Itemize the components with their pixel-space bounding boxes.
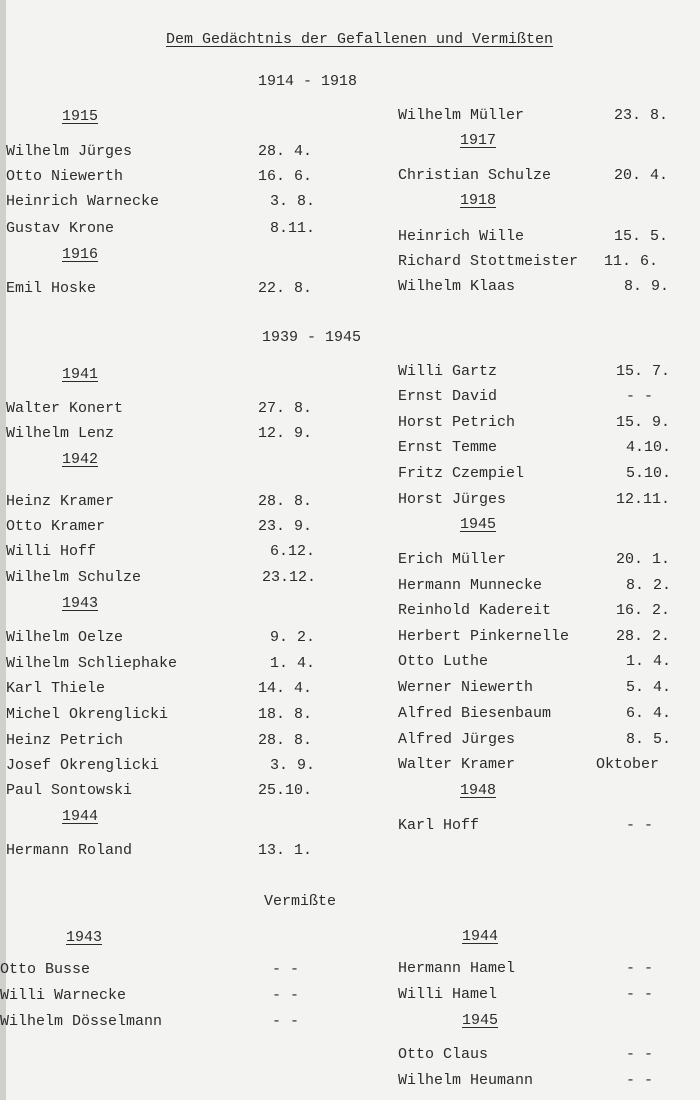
entry-date: Oktober <box>596 756 660 773</box>
entry-name: Otto Claus <box>398 1046 489 1063</box>
year-heading: 1948 <box>460 782 497 799</box>
entry-date: - - <box>626 960 654 977</box>
entry-date: 28. 4. <box>258 143 313 160</box>
entry-name: Werner Niewerth <box>398 679 534 696</box>
entry-name: Hermann Hamel <box>398 960 516 977</box>
entry-date: 8.11. <box>270 220 316 237</box>
entry-date: 16. 6. <box>258 168 313 185</box>
entry-name: Alfred Biesenbaum <box>398 705 552 722</box>
entry-date: 6.12. <box>270 543 316 560</box>
entry-date: 15. 5. <box>614 228 669 245</box>
period-heading-ww2: 1939 - 1945 <box>262 329 362 346</box>
entry-name: Karl Hoff <box>398 817 480 834</box>
entry-date: 12. 9. <box>258 425 313 442</box>
year-heading: 1944 <box>462 928 499 945</box>
entry-name: Otto Busse <box>0 961 91 978</box>
year-heading: 1942 <box>62 451 99 468</box>
entry-name: Wilhelm Oelze <box>6 629 124 646</box>
entry-name: Heinz Petrich <box>6 732 124 749</box>
year-heading: 1943 <box>66 929 103 946</box>
entry-name: Willi Gartz <box>398 363 498 380</box>
entry-date: 14. 4. <box>258 680 313 697</box>
entry-name: Gustav Krone <box>6 220 115 237</box>
entry-date: - - <box>626 1046 654 1063</box>
entry-name: Josef Okrenglicki <box>6 757 160 774</box>
entry-date: 13. 1. <box>258 842 313 859</box>
entry-date: 22. 8. <box>258 280 313 297</box>
entry-name: Wilhelm Dösselmann <box>0 1013 163 1030</box>
entry-date: 11. 6. <box>604 253 659 270</box>
year-heading: 1944 <box>62 808 99 825</box>
year-heading: 1941 <box>62 366 99 383</box>
entry-name: Wilhelm Schulze <box>6 569 142 586</box>
entry-name: Michel Okrenglicki <box>6 706 169 723</box>
entry-date: - - <box>272 961 300 978</box>
entry-date: 6. 4. <box>626 705 672 722</box>
entry-name: Christian Schulze <box>398 167 552 184</box>
entry-name: Horst Petrich <box>398 414 516 431</box>
entry-name: Wilhelm Klaas <box>398 278 516 295</box>
entry-name: Willi Hoff <box>6 543 97 560</box>
entry-date: 28. 2. <box>616 628 671 645</box>
entry-date: 18. 8. <box>258 706 313 723</box>
entry-date: 1. 4. <box>626 653 672 670</box>
entry-name: Wilhelm Jürges <box>6 143 133 160</box>
entry-name: Wilhelm Heumann <box>398 1072 534 1089</box>
entry-name: Erich Müller <box>398 551 507 568</box>
entry-name: Otto Kramer <box>6 518 106 535</box>
entry-name: Fritz Czempiel <box>398 465 525 482</box>
entry-name: Heinz Kramer <box>6 493 115 510</box>
entry-name: Heinrich Warnecke <box>6 193 160 210</box>
year-heading: 1943 <box>62 595 99 612</box>
entry-date: 23.12. <box>262 569 317 586</box>
entry-date: 28. 8. <box>258 493 313 510</box>
year-heading: 1918 <box>460 192 497 209</box>
entry-name: Hermann Munnecke <box>398 577 543 594</box>
entry-date: 5. 4. <box>626 679 672 696</box>
year-heading: 1915 <box>62 108 99 125</box>
page-title: Dem Gedächtnis der Gefallenen und Vermißten <box>166 31 554 48</box>
entry-date: - - <box>626 388 654 405</box>
entry-name: Ernst Temme <box>398 439 498 456</box>
entry-date: - - <box>272 987 300 1004</box>
entry-date: 28. 8. <box>258 732 313 749</box>
entry-name: Walter Kramer <box>398 756 516 773</box>
entry-date: - - <box>626 1072 654 1089</box>
entry-name: Ernst David <box>398 388 498 405</box>
entry-date: - - <box>272 1013 300 1030</box>
period-heading-ww1: 1914 - 1918 <box>258 73 358 90</box>
entry-date: - - <box>626 986 654 1003</box>
entry-name: Heinrich Wille <box>398 228 525 245</box>
entry-date: 3. 9. <box>270 757 316 774</box>
year-heading: 1945 <box>462 1012 499 1029</box>
entry-date: 1. 4. <box>270 655 316 672</box>
entry-date: 27. 8. <box>258 400 313 417</box>
entry-date: 9. 2. <box>270 629 316 646</box>
entry-date: - - <box>626 817 654 834</box>
entry-date: 25.10. <box>258 782 313 799</box>
entry-name: Horst Jürges <box>398 491 507 508</box>
year-heading: 1945 <box>460 516 497 533</box>
entry-name: Willi Hamel <box>398 986 498 1003</box>
entry-name: Wilhelm Lenz <box>6 425 115 442</box>
entry-date: 20. 1. <box>616 551 671 568</box>
entry-name: Emil Hoske <box>6 280 97 297</box>
missing-heading: Vermißte <box>264 893 337 910</box>
entry-name: Karl Thiele <box>6 680 106 697</box>
year-heading: 1917 <box>460 132 497 149</box>
entry-name: Alfred Jürges <box>398 731 516 748</box>
entry-date: 20. 4. <box>614 167 669 184</box>
entry-name: Herbert Pinkernelle <box>398 628 570 645</box>
entry-name: Otto Niewerth <box>6 168 124 185</box>
entry-date: 12.11. <box>616 491 671 508</box>
entry-date: 23. 8. <box>614 107 669 124</box>
entry-date: 8. 2. <box>626 577 672 594</box>
entry-date: 5.10. <box>626 465 672 482</box>
entry-name: Paul Sontowski <box>6 782 133 799</box>
entry-name: Otto Luthe <box>398 653 489 670</box>
entry-name: Richard Stottmeister <box>398 253 579 270</box>
entry-date: 23. 9. <box>258 518 313 535</box>
entry-name: Walter Konert <box>6 400 124 417</box>
entry-date: 15. 7. <box>616 363 671 380</box>
entry-name: Willi Warnecke <box>0 987 127 1004</box>
entry-name: Wilhelm Müller <box>398 107 525 124</box>
entry-name: Reinhold Kadereit <box>398 602 552 619</box>
entry-date: 8. 5. <box>626 731 672 748</box>
entry-date: 3. 8. <box>270 193 316 210</box>
year-heading: 1916 <box>62 246 99 263</box>
entry-date: 15. 9. <box>616 414 671 431</box>
entry-name: Hermann Roland <box>6 842 133 859</box>
entry-date: 4.10. <box>626 439 672 456</box>
entry-name: Wilhelm Schliephake <box>6 655 178 672</box>
entry-date: 16. 2. <box>616 602 671 619</box>
entry-date: 8. 9. <box>624 278 670 295</box>
